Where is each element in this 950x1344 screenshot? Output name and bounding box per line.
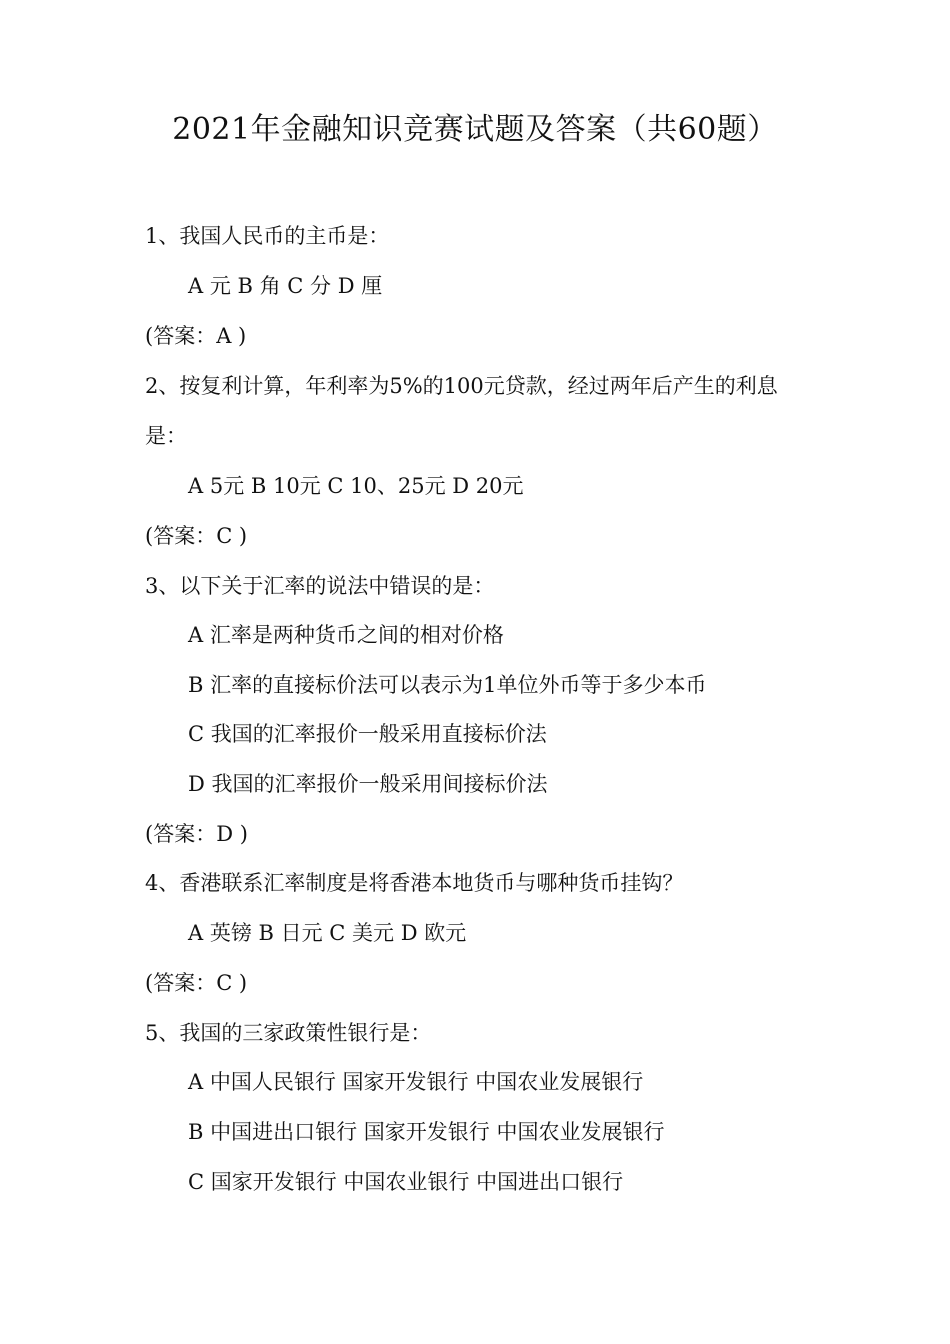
question-2-stem: 2、按复利计算，年利率为5%的100元贷款，经过两年后产生的利息 bbox=[145, 374, 778, 398]
document-title: 2021年金融知识竞赛试题及答案（共60题） bbox=[172, 112, 778, 147]
question-2-stem-continued: 是： bbox=[145, 424, 187, 448]
question-5-stem: 5、我国的三家政策性银行是： bbox=[145, 1021, 432, 1045]
question-5-option-c: C 国家开发银行 中国农业银行 中国进出口银行 bbox=[188, 1170, 624, 1194]
question-5-option-b: B 中国进出口银行 国家开发银行 中国农业发展银行 bbox=[188, 1120, 665, 1144]
question-2-options: A 5元 B 10元 C 10、25元 D 20元 bbox=[188, 474, 524, 498]
question-4-options: A 英镑 B 日元 C 美元 D 欧元 bbox=[188, 921, 467, 945]
question-4-stem: 4、香港联系汇率制度是将香港本地货币与哪种货币挂钩？ bbox=[145, 871, 684, 895]
question-5-option-a: A 中国人民银行 国家开发银行 中国农业发展银行 bbox=[188, 1070, 644, 1094]
question-3-option-c: C 我国的汇率报价一般采用直接标价法 bbox=[188, 722, 547, 746]
question-1-answer: (答案：A ) bbox=[145, 324, 247, 348]
question-3-option-a: A 汇率是两种货币之间的相对价格 bbox=[188, 623, 504, 647]
question-1-stem: 1、我国人民币的主币是： bbox=[145, 224, 390, 248]
question-3-stem: 3、以下关于汇率的说法中错误的是： bbox=[145, 574, 495, 598]
question-3-option-b: B 汇率的直接标价法可以表示为1单位外币等于多少本币 bbox=[188, 673, 707, 697]
question-3-answer: (答案：D ) bbox=[145, 822, 248, 846]
question-1-options: A 元 B 角 C 分 D 厘 bbox=[188, 274, 383, 298]
question-2-answer: (答案：C ) bbox=[145, 524, 248, 548]
question-4-answer: (答案：C ) bbox=[145, 971, 248, 995]
question-3-option-d: D 我国的汇率报价一般采用间接标价法 bbox=[188, 772, 548, 796]
